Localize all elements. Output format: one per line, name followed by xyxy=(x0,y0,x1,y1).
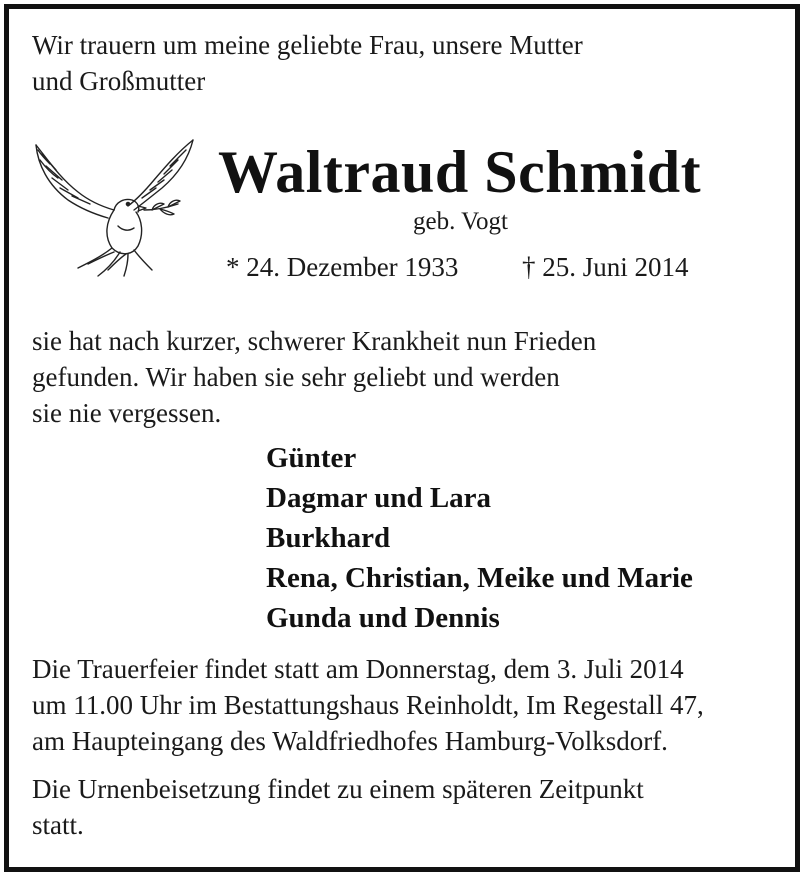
family-member: Günter xyxy=(266,442,357,474)
service-line-1: Die Trauerfeier findet statt am Donnerstag, dem 3. Juli 2014 xyxy=(32,654,684,684)
burial-line-1: Die Urnenbeisetzung findet zu einem späteren Zeitpunkt xyxy=(32,774,644,804)
service-line-2: um 11.00 Uhr im Bestattungshaus Reinholdt, Im Regestall 47, xyxy=(32,690,704,720)
message-line-1: sie hat nach kurzer, schwerer Krankheit nun Frieden xyxy=(32,326,597,356)
deceased-name: Waltraud Schmidt xyxy=(218,139,702,205)
message-line-3: sie nie vergessen. xyxy=(32,398,222,428)
family-member: Rena, Christian, Meike und Marie xyxy=(266,562,693,594)
intro-line-2: und Großmutter xyxy=(32,66,206,96)
family-member: Burkhard xyxy=(266,522,391,554)
birth-date: * 24. Dezember 1933 xyxy=(226,252,459,282)
intro-line-1: Wir trauern um meine geliebte Frau, unsere Mutter xyxy=(32,30,583,60)
death-date: † 25. Juni 2014 xyxy=(522,252,689,282)
dove-with-olive-branch-icon xyxy=(28,130,203,280)
family-member: Gunda und Dennis xyxy=(266,602,500,634)
family-member: Dagmar und Lara xyxy=(266,482,492,514)
message-line-2: gefunden. Wir haben sie sehr geliebt und werden xyxy=(32,362,560,392)
service-line-3: am Haupteingang des Waldfriedhofes Hamburg-Volksdorf. xyxy=(32,726,668,756)
born-name: geb. Vogt xyxy=(413,208,508,235)
burial-line-2: statt. xyxy=(32,810,84,840)
